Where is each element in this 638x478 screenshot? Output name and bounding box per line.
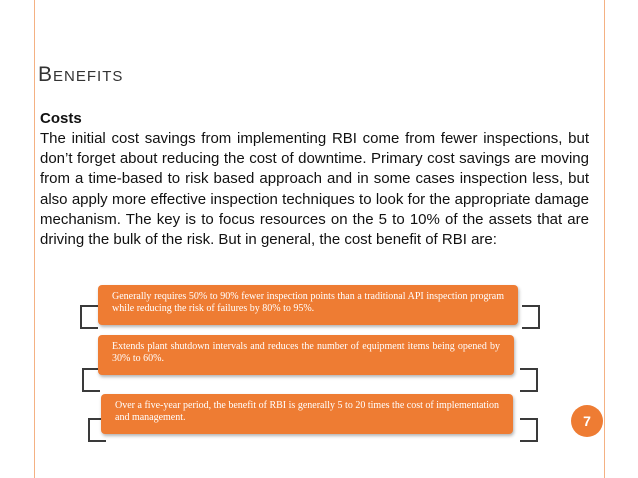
benefit-item: Over a five-year period, the benefit of RBI is generally 5 to 20 times the cost of implementation and management.: [101, 394, 513, 434]
title-rest: ENEFITS: [53, 68, 124, 85]
section-heading: Costs: [40, 110, 82, 127]
right-margin-rule: [604, 0, 638, 478]
bracket-right: [520, 368, 538, 392]
body-paragraph: The initial cost savings from implementing RBI come from fewer inspections, but don’t forget about reducing the cost of downtime. Primary cost savings are moving from a time-based to risk based approach and in some cases inspection less, but also apply more effective inspection techniques to look for the appropriate damage mechanism. The key is to focus resources on the 5 to 10% of the assets that are driving the bulk of the risk. But in general, the cost benefit of RBI are:: [40, 130, 589, 249]
benefit-item: Extends plant shutdown intervals and reduces the number of equipment items being opened by 30% to 60%.: [98, 335, 514, 375]
left-margin-rule: [0, 0, 35, 478]
bracket-right: [520, 418, 538, 442]
benefit-item: Generally requires 50% to 90% fewer inspection points than a traditional API inspection program while reducing the risk of failures by 80% to 95%.: [98, 285, 518, 325]
title-initial: B: [38, 63, 54, 86]
page-number-badge: 7: [571, 405, 603, 437]
slide-title: [38, 63, 123, 87]
bracket-right: [522, 305, 540, 329]
bracket-left: [80, 305, 98, 329]
